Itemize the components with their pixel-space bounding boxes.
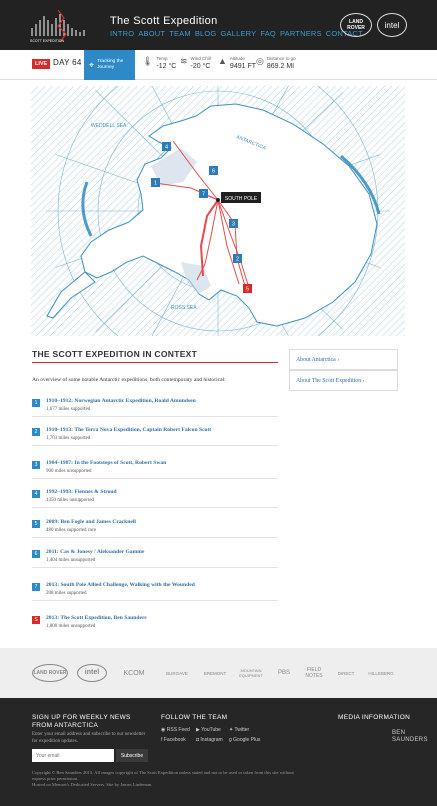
svg-text:6: 6 [211, 168, 216, 175]
youtube-icon: ▶ [196, 727, 202, 733]
kcom-sponsor[interactable]: KCOM [123, 669, 145, 677]
windchill-value: -20 °C [190, 63, 211, 70]
distance-value: 869.2 MI [266, 63, 295, 70]
nav-contact[interactable]: CONTACT [325, 29, 363, 38]
expedition-item[interactable] [32, 425, 278, 451]
windchill-label: Wind Chill [190, 56, 211, 61]
expedition-title[interactable]: 1910–1913: The Terra Nova Expedition, Captain Robert Falcon Scott [46, 427, 212, 433]
expedition-item[interactable] [32, 396, 278, 422]
youtube-link[interactable] [196, 727, 221, 733]
land-rover-sponsor[interactable]: LAND ROVER [32, 664, 68, 682]
south-pole-label: SOUTH POLE [224, 196, 258, 202]
expedition-item[interactable] [32, 580, 278, 606]
burgave-sponsor[interactable]: BURGAVE [166, 670, 188, 676]
expedition-title[interactable]: 1910–1912: Norwegian Antarctic Expedition, Roald Amundsen [46, 398, 196, 404]
expedition-distance: 1,800 miles unsupported [46, 624, 96, 629]
wind-icon: ≋ [180, 56, 188, 66]
site-title[interactable]: The Scott Expedition [110, 15, 218, 27]
nav-intro[interactable]: INTRO [110, 29, 135, 38]
youtube-label: YouTube [201, 727, 221, 733]
tracking-label: Tracking the Journey [97, 59, 124, 70]
item-divider [32, 478, 278, 479]
site-header [0, 0, 437, 50]
facebook-link[interactable] [161, 737, 186, 743]
expedition-distance: 208 miles supported [46, 591, 87, 596]
map-marker-1[interactable] [151, 178, 160, 187]
expedition-distance: 1350 miles unsupported [46, 498, 95, 503]
svg-text:1: 1 [153, 180, 158, 187]
distance-stat [256, 56, 296, 71]
instagram-label: Instagram [200, 737, 223, 743]
expedition-distance: 1,677 miles supported [46, 407, 91, 412]
expedition-title[interactable]: 2013: South Pole Allied Challenge, Walking with the Wounded [46, 582, 195, 588]
logo-wordmark: SCOTT EXPEDITION [30, 39, 64, 43]
twitter-icon: ✦ [229, 727, 235, 733]
nav-blog[interactable]: BLOG [194, 29, 217, 38]
google-plus-label: Google Plus [233, 737, 261, 743]
heading-divider [32, 362, 278, 363]
subscribe-button[interactable]: Subscribe [116, 749, 148, 762]
rss-label: RSS Feed [166, 727, 190, 733]
mountain-equipment-sponsor[interactable]: MOUNTAIN EQUIPMENT [239, 668, 263, 678]
about-antarctica-link[interactable]: About Antarctica › [289, 349, 398, 370]
expedition-number: 4 [32, 490, 40, 498]
follow-heading: FOLLOW THE TEAM [161, 714, 228, 721]
main-nav [110, 29, 363, 38]
thermometer-icon: 🌡 [142, 56, 154, 66]
direct-sponsor[interactable]: DIRECT [337, 670, 355, 676]
antarctica-label: ANTARCTICA [235, 134, 267, 152]
map-marker-7[interactable] [199, 189, 208, 198]
expedition-item[interactable] [32, 458, 278, 484]
live-badge: LIVE [32, 59, 50, 69]
about-expedition-link[interactable]: About The Scott Expedition › [289, 370, 398, 391]
expedition-number: 6 [32, 550, 40, 558]
svg-text:3: 3 [231, 221, 236, 228]
altitude-label: Altitude [229, 56, 245, 61]
expedition-number: S [32, 616, 40, 624]
item-divider [32, 600, 278, 601]
altitude-stat [218, 56, 256, 71]
nav-faq[interactable]: FAQ [260, 29, 276, 38]
facebook-label: Facebook [163, 737, 186, 743]
land-rover-logo[interactable]: LAND ROVER [340, 13, 372, 37]
ben-saunders-logo[interactable]: BEN SAUNDERS [392, 730, 428, 743]
temperature-value: -12 °C [156, 63, 177, 70]
facebook-icon: f [161, 737, 164, 743]
expedition-title[interactable]: 2013: The Scott Expedition, Ben Saunders [46, 615, 147, 621]
signup-text: Enter your email address and subscribe to our newsletter for expedition updates. [32, 732, 146, 744]
twitter-label: Twitter [234, 727, 250, 733]
windchill-stat [180, 56, 211, 71]
pbs-sponsor[interactable]: PBS [277, 670, 290, 676]
bremont-sponsor[interactable]: BREMONT [203, 670, 227, 676]
tracking-button[interactable] [84, 50, 135, 80]
field-notes-sponsor[interactable]: FIELD NOTES [305, 667, 323, 679]
expedition-number: 3 [32, 461, 40, 469]
svg-text:5: 5 [245, 286, 250, 293]
map-marker-3[interactable] [229, 219, 238, 228]
expedition-item[interactable] [32, 547, 278, 573]
expedition-number: 2 [32, 428, 40, 436]
weddell-sea-label: WEDDELL SEA [91, 123, 127, 129]
copyright-text [32, 770, 302, 789]
intel-logo[interactable]: intel [377, 13, 407, 37]
item-divider [32, 445, 278, 446]
copyright-line: Copyright © Ben Saunders 2013. All images copyright of The Scott Expedition unless stated and not to be used or taken from this site without express prior permission. [32, 770, 294, 782]
map-marker-4[interactable] [162, 142, 171, 151]
mountain-icon: ▲ [218, 56, 227, 66]
nav-partners[interactable]: PARTNERS [279, 29, 322, 38]
map-marker-2[interactable] [233, 254, 242, 263]
expedition-number: 5 [32, 520, 40, 528]
expedition-title[interactable]: 1984–1987: In the Footsteps of Scott, Robert Swan [46, 460, 167, 466]
email-input[interactable] [32, 749, 114, 762]
expedition-distance: 1,703 miles supported [46, 436, 91, 441]
expedition-item[interactable] [32, 517, 278, 543]
expedition-number: 1 [32, 399, 40, 407]
expedition-title[interactable]: 2009: Ben Fogle and James Cracknell [46, 519, 136, 525]
altitude-value: 9491 FT [229, 63, 256, 70]
sponsor-strip [0, 648, 437, 698]
item-divider [32, 416, 278, 417]
temperature-label: Temp [156, 56, 168, 61]
status-bar [0, 50, 437, 80]
item-divider [32, 537, 278, 538]
svg-text:4: 4 [164, 144, 169, 151]
expedition-title[interactable]: 2011: Cas & Jonesy / Aleksander Gamme [46, 549, 145, 555]
expedition-number: 7 [32, 583, 40, 591]
item-divider [32, 507, 278, 508]
map-marker-6[interactable] [209, 166, 218, 175]
intel-sponsor[interactable]: intel [77, 664, 107, 682]
item-divider [32, 567, 278, 568]
rss-icon: ◉ [161, 727, 167, 733]
nav-about[interactable]: ABOUT [138, 29, 166, 38]
expedition-distance: 1,404 miles unsupported [46, 558, 96, 563]
expedition-distance: 900 miles unsupported [46, 469, 92, 474]
expedition-item-scott[interactable] [32, 613, 278, 639]
location-pin-icon: ⌖ [89, 59, 95, 70]
ross-sea-label: ROSS SEA [171, 305, 197, 311]
hosting-line: Hosted on Memset's Dedicated Servers. Site by James Lindeman. [32, 782, 153, 788]
media-heading[interactable]: MEDIA INFORMATION [338, 714, 411, 721]
twitter-link[interactable] [229, 727, 249, 733]
expedition-logo[interactable] [28, 8, 100, 44]
context-intro: An overview of some notable Antarctic expeditions, both contemporary and historical: [32, 377, 226, 383]
map-marker-5[interactable] [243, 284, 252, 293]
south-pole-dot [216, 198, 220, 202]
google-plus-icon: g [229, 737, 234, 743]
nav-gallery[interactable]: GALLERY [220, 29, 257, 38]
expedition-distance: 480 miles supported race [46, 528, 97, 533]
antarctica-map[interactable] [31, 86, 405, 336]
svg-text:2: 2 [235, 256, 240, 263]
google-plus-link[interactable] [229, 737, 260, 743]
compass-icon: ◎ [256, 56, 264, 66]
expedition-item[interactable] [32, 487, 278, 513]
expedition-title[interactable]: 1992–1993: Fiennes & Stroud [46, 489, 117, 495]
temperature-stat [142, 56, 176, 71]
hilleberg-sponsor[interactable]: HILLEBERG [368, 670, 394, 676]
context-heading: THE SCOTT EXPEDITION IN CONTEXT [32, 349, 198, 359]
instagram-icon: ◘ [196, 737, 201, 743]
rss-link[interactable] [161, 727, 190, 733]
svg-text:7: 7 [201, 191, 206, 198]
signup-heading: SIGN UP FOR WEEKLY NEWS FROM ANTARCTICA [32, 714, 131, 729]
day-counter: DAY 64 [53, 58, 82, 67]
nav-team[interactable]: TEAM [169, 29, 191, 38]
distance-label: Distance to go [266, 56, 296, 61]
instagram-link[interactable] [196, 737, 223, 743]
